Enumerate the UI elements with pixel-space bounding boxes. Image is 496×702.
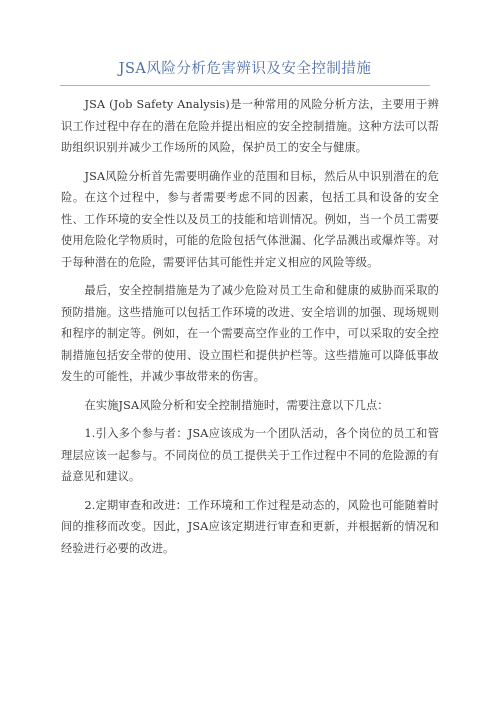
paragraph-intro: JSA (Job Safety Analysis)是一种常用的风险分析方法，主要用于辨识工作过程中存在的潜在危险并提出相应的安全控制措施。这种方法可以帮助组织识别并减少工作场所的风险，保护员工的安全与健康。	[61, 98, 439, 154]
title-underline	[60, 85, 430, 86]
paragraph-hazard-identification: JSA风险分析首先需要明确作业的范围和目标，然后从中识别潜在的危险。在这个过程中，参与者需要考虑不同的因素，包括工具和设备的安全性、工作环境的安全性以及员工的技能和培训情况。例如，当一个员工需要使用危险化学物质时，可能的危险包括气体泄漏、化学品溅出或爆炸等。对于每种潜在的危险，需要评估其可能性并定义相应的风险等级。	[61, 169, 439, 269]
paragraph-notes-intro: 在实施JSA风险分析和安全控制措施时，需要注意以下几点：	[84, 398, 389, 412]
paragraph-point-2: 2.定期审查和改进：工作环境和工作过程是动态的，风险也可能随着时间的推移而改变。因此，JSA应该定期进行审查和更新，并根据新的情况和经验进行必要的改进。	[61, 498, 439, 555]
paragraph-point-1: 1.引入多个参与者：JSA应该成为一个团队活动，各个岗位的员工和管理层应该一起参与。不同岗位的员工提供关于工作过程中不同的危险源的有益意见和建议。	[61, 427, 439, 483]
page-title: JSA风险分析危害辨识及安全控制措施	[118, 61, 372, 77]
paragraph-control-measures: 最后，安全控制措施是为了减少危险对员工生命和健康的威胁而采取的预防措施。这些措施可以包括工作环境的改进、安全培训的加强、现场规则和程序的制定等。例如，在一个需要高空作业的工作中，可以采取的安全控制措施包括安全带的使用、设立围栏和提供护栏等。这些措施可以降低事故发生的可能性，并减少事故带来的伤害。	[61, 284, 439, 383]
document-body	[61, 94, 439, 566]
title-block	[60, 58, 430, 84]
